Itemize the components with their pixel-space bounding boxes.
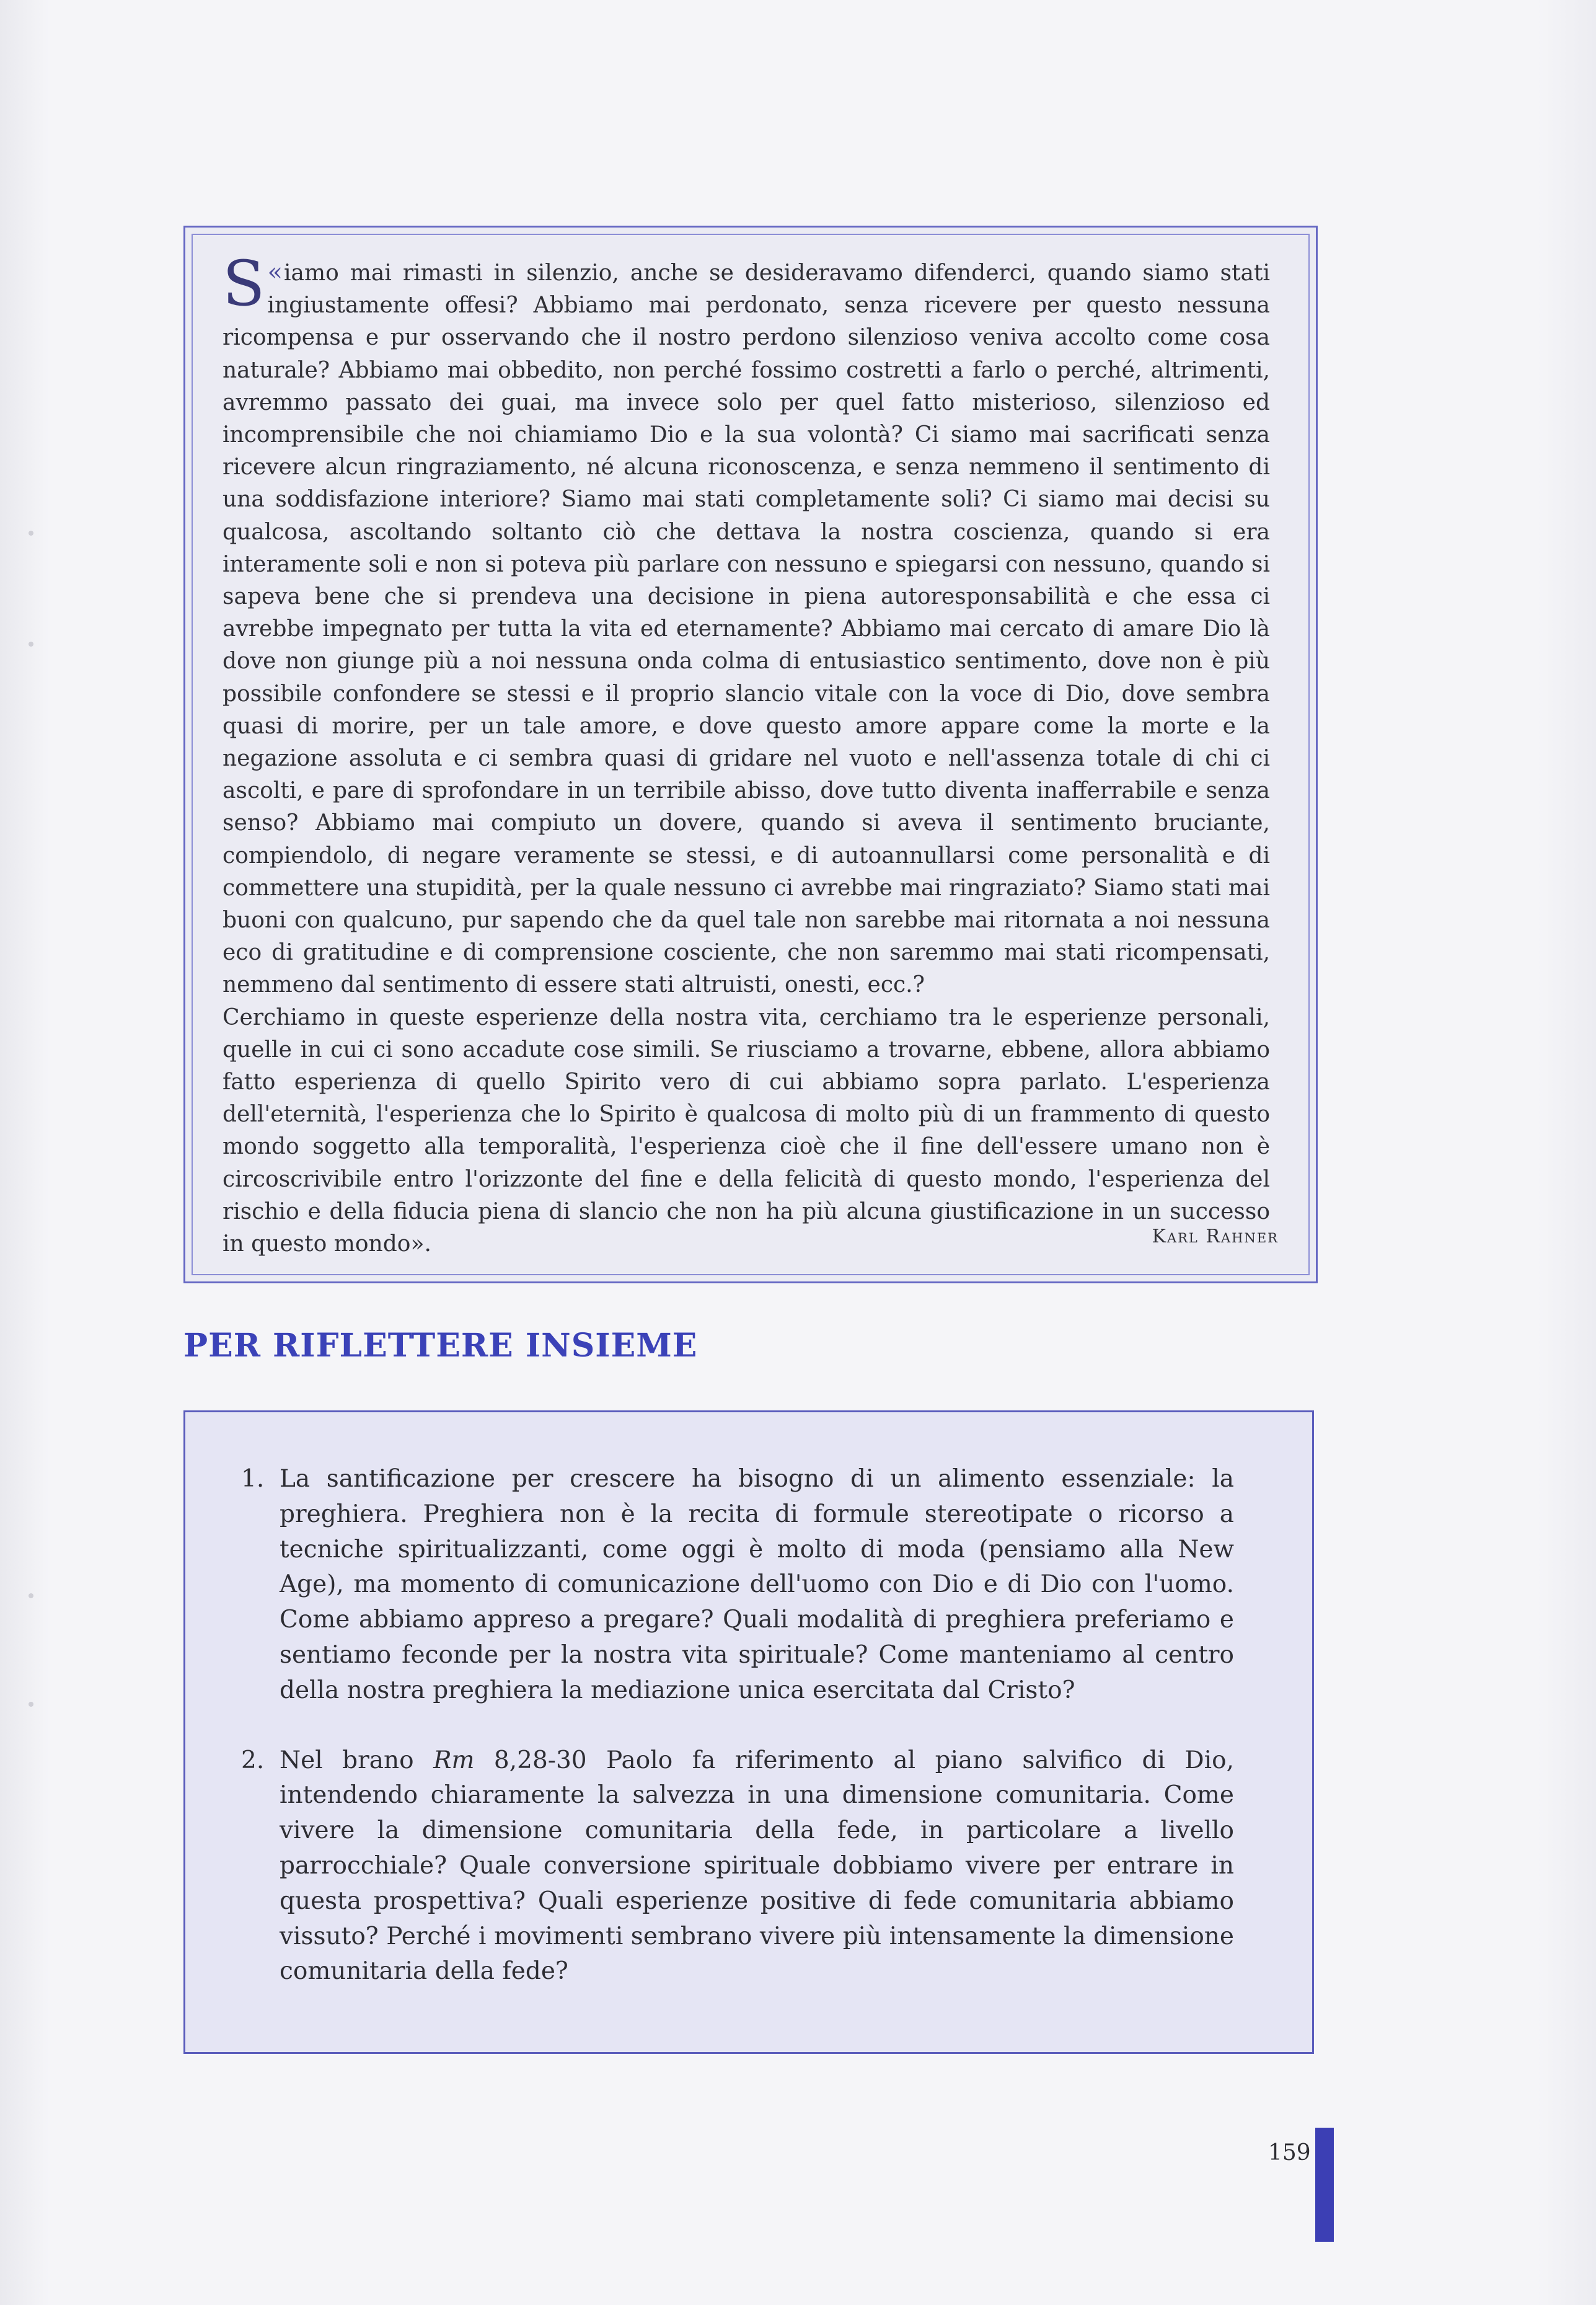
binding-hole bbox=[29, 1702, 33, 1707]
quote-box bbox=[183, 226, 1318, 1283]
quote-paragraph-2: Cerchiamo in queste esperienze della nostra vita, cerchiamo tra le esperienze personali, quelle in cui ci sono accadute cose simili. Se riusciamo a trovarne, ebbene, allora abbiamo fatto esperienza di quello Spirito vero di cui abbiamo sopra parlato. L'esperienza dell'eternità, l'esperienza che lo Spirito è qualcosa di molto più di un frammento di questo mondo soggetto alla temporalità, l'esperienza cioè che il fine dell'essere umano non è circoscrivibile entro l'orizzonte del fine e della felicità di questo mondo, l'esperienza del rischio e della fiducia piena di slancio che non ha più alcuna giustificazione in un successo in questo mondo». bbox=[223, 1004, 1270, 1257]
quote-author: Karl Rahner bbox=[1152, 1226, 1279, 1247]
question-text bbox=[280, 1743, 1234, 1990]
question-number: 1. bbox=[241, 1465, 265, 1493]
page-side-bar bbox=[1315, 2128, 1334, 2242]
drop-cap: S bbox=[223, 247, 265, 320]
binding-hole bbox=[29, 642, 33, 647]
question-list bbox=[241, 1462, 1295, 2024]
section-title: PER RIFLETTERE INSIEME bbox=[183, 1327, 698, 1365]
question-text: La santificazione per crescere ha bisogno di un alimento essenziale: la preghiera. Preghiera non è la recita di formule stereotipate o ricorso a tecniche spiritualizzanti, come oggi è molto di moda (pensiamo alla New Age), ma momento di comunicazione dell'uomo con Dio e di Dio con l'uomo. Come abbiamo appreso a pregare? Quali modalità di preghiera preferiamo e sentiamo feconde per la nostra vita spirituale? Come manteniamo al centro della nostra preghiera la mediazione unica esercitata dal Cristo? bbox=[280, 1465, 1234, 1704]
question-text-after: 8,28-30 Paolo fa riferimento al piano salvifico di Dio, intendendo chiaramente la salvezza in una dimensione comunitaria. Come vivere la dimensione comunitaria della fede, in particolare a livello parrocchiale? Quale conversione spirituale dobbiamo vivere per entrare in questa prospettiva? Quali esperienze positive di fede comunitaria abbiamo vissuto? Perché i movimenti sembrano vivere più intensamente la dimensione comunitaria della fede? bbox=[280, 1746, 1234, 1986]
reflection-box bbox=[183, 1410, 1314, 2054]
question-item bbox=[241, 1462, 1295, 1709]
bible-reference: Rm bbox=[433, 1746, 475, 1774]
quote-open-mark: « bbox=[267, 258, 280, 286]
page-number: 159 bbox=[1268, 2140, 1311, 2166]
quote-paragraph-1: iamo mai rimasti in silenzio, anche se desideravamo difenderci, quando siamo stati ingiustamente offesi? Abbiamo mai perdonato, senza ricevere per questo nessuna ricompensa e pur osservando che il nostro perdono silenzioso veniva accolto come cosa naturale? Abbiamo mai obbedito, non perché fossimo costretti a farlo o perché, altrimenti, avremmo passato dei guai, ma invece solo per quel fatto misterioso, silenzioso ed incomprensibile che noi chiamiamo Dio e la sua volontà? Ci siamo mai sacrificati senza ricevere alcun ringraziamento, né alcuna riconoscenza, e senza nemmeno il sentimento di una soddisfazione interiore? Siamo mai stati completamente soli? Ci siamo mai decisi su qualcosa, ascoltando soltanto ciò che dettava la nostra coscienza, quando si era interamente soli e non si poteva più parlare con nessuno e spiegarsi con nessuno, quando si sapeva bene che si prendeva una decisione in piena autoresponsabilità e che essa ci avrebbe impegnato per tutta la vita ed eternamente? Abbiamo mai cercato di amare Dio là dove non giunge più a noi nessuna onda colma di entusiastico sentimento, dove non è più possibile confondere se stessi e il proprio slancio vitale con la voce di Dio, dove sembra quasi di morire, per un tale amore, e dove questo amore appare come la morte e la negazione assoluta e ci sembra quasi di gridare nel vuoto e nell'assenza totale di chi ci ascolti, e pare di sprofondare in un terribile abisso, dove tutto diventa inafferrabile e senza senso? Abbiamo mai compiuto un dovere, quando si aveva il sentimento bruciante, compiendolo, di negare veramente se stessi, e di autoannullarsi come personalità e di commettere una stupidità, per la quale nessuno ci avrebbe mai ringraziato? Siamo stati mai buoni con qualcuno, pur sapendo che da quel tale non sarebbe mai ritornata a noi nessuna eco di gratitudine e di comprensione cosciente, che non saremmo mai stati ricompensati, nemmeno dal sentimento di essere stati altruisti, onesti, ecc.? bbox=[223, 260, 1270, 998]
question-number: 2. bbox=[241, 1746, 265, 1774]
binding-hole bbox=[29, 1593, 33, 1598]
question-text-before: Nel brano bbox=[280, 1746, 434, 1774]
question-item bbox=[241, 1743, 1295, 1990]
binding-hole bbox=[29, 531, 33, 536]
quote-text bbox=[223, 247, 1270, 1260]
